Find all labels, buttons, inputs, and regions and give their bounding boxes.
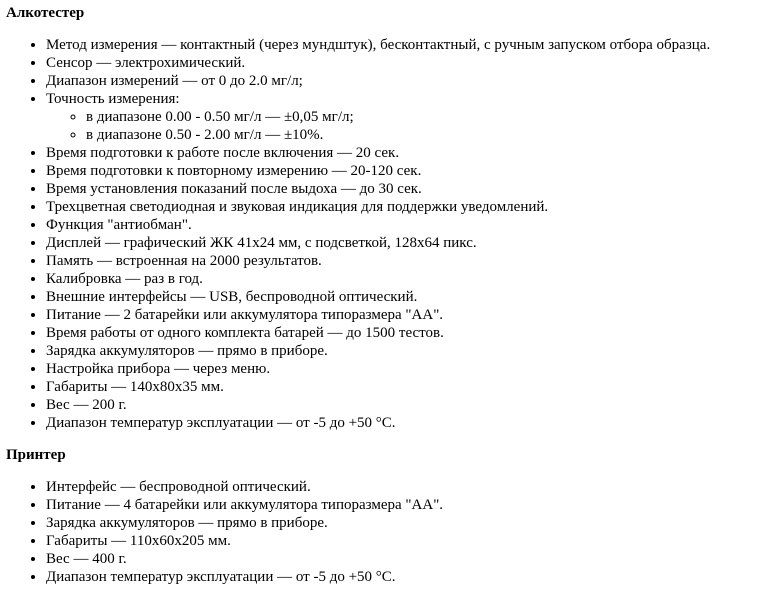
list-item: • Время подготовки к работе после включения — 20 сек.	[46, 144, 759, 162]
list-item: • Настройка прибора — через меню.	[46, 360, 759, 378]
list-item: • Питание — 2 батарейки или аккумулятора типоразмера "АА".	[46, 306, 759, 324]
sublist-item: ◦ в диапазоне 0.00 - 0.50 мг/л — ±0,05 мг/л;	[86, 108, 759, 126]
list-item: • Вес — 400 г.	[46, 550, 759, 568]
list-item: • Внешние интерфейсы — USB, беспроводной оптический.	[46, 288, 759, 306]
list-item: • Зарядка аккумуляторов — прямо в приборе.	[46, 514, 759, 532]
list-item: • Калибровка — раз в год.	[46, 270, 759, 288]
list-item: • Трехцветная светодиодная и звуковая индикация для поддержки уведомлений.	[46, 198, 759, 216]
list-item: • Диапазон измерений — от 0 до 2.0 мг/л;	[46, 72, 759, 90]
list-item-accuracy	[46, 90, 759, 144]
section-title-alcotester: Алкотестер	[6, 5, 85, 21]
sublist-item: ◦ в диапазоне 0.50 - 2.00 мг/л — ±10%.	[86, 126, 759, 144]
section-title-printer: Принтер	[6, 447, 66, 463]
list-item: • Вес — 200 г.	[46, 396, 759, 414]
printer-spec-list	[6, 478, 759, 586]
list-item: • Питание — 4 батарейки или аккумулятора типоразмера "АА".	[46, 496, 759, 514]
list-item-label: Точность измерения:	[46, 91, 180, 107]
alcotester-spec-list	[6, 36, 759, 432]
list-item: • Габариты — 110х60х205 мм.	[46, 532, 759, 550]
list-item: • Габариты — 140х80х35 мм.	[46, 378, 759, 396]
accuracy-sublist	[46, 108, 759, 144]
list-item: • Время установления показаний после выдоха — до 30 сек.	[46, 180, 759, 198]
list-item: • Диапазон температур эксплуатации — от -5 до +50 °С.	[46, 414, 759, 432]
list-item: • Дисплей — графический ЖК 41х24 мм, с подсветкой, 128х64 пикс.	[46, 234, 759, 252]
list-item: • Диапазон температур эксплуатации — от -5 до +50 °С.	[46, 568, 759, 586]
list-item: • Время работы от одного комплекта батарей — до 1500 тестов.	[46, 324, 759, 342]
list-item: • Интерфейс — беспроводной оптический.	[46, 478, 759, 496]
list-item: • Время подготовки к повторному измерению — 20-120 сек.	[46, 162, 759, 180]
list-item: • Сенсор — электрохимический.	[46, 54, 759, 72]
list-item: • Память — встроенная на 2000 результатов.	[46, 252, 759, 270]
list-item: • Метод измерения — контактный (через мундштук), бесконтактный, с ручным запуском отбора образца.	[46, 36, 759, 54]
list-item: • Зарядка аккумуляторов — прямо в приборе.	[46, 342, 759, 360]
list-item: • Функция "антиобман".	[46, 216, 759, 234]
